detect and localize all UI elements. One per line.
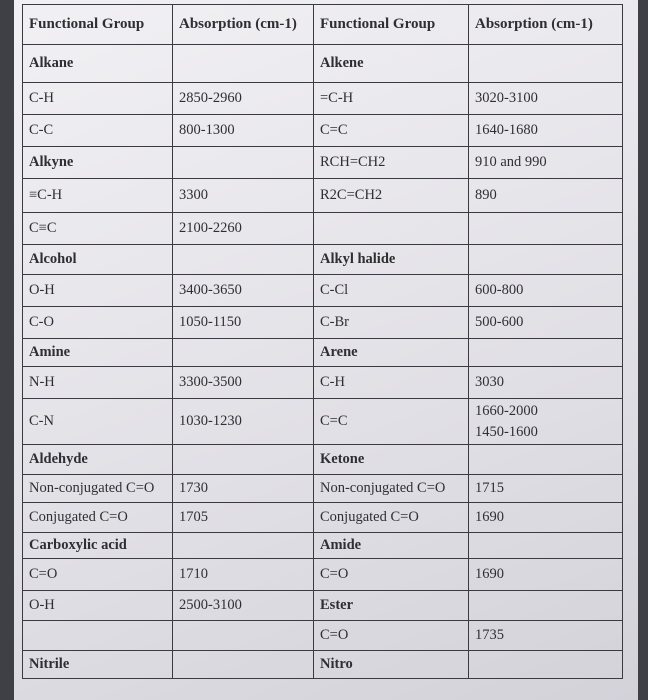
table-cell: 800-1300 [173, 115, 314, 147]
table-cell: Ester [314, 591, 469, 621]
table-cell: Carboxylic acid [23, 533, 173, 559]
table-cell [469, 651, 623, 679]
table-cell: 1030-1230 [173, 399, 314, 445]
ir-absorption-table [22, 4, 623, 679]
table-cell: Arene [314, 339, 469, 367]
table-cell: O-H [23, 591, 173, 621]
table-cell: 1050-1150 [173, 307, 314, 339]
table-cell: Nitrile [23, 651, 173, 679]
table-cell: 1690 [469, 503, 623, 533]
table-cell: 2850-2960 [173, 83, 314, 115]
table-row [23, 179, 623, 213]
table-cell: Aldehyde [23, 445, 173, 475]
table-cell: Ketone [314, 445, 469, 475]
table-cell: C≡C [23, 213, 173, 245]
table-row [23, 339, 623, 367]
table-cell [173, 147, 314, 179]
table-cell [469, 591, 623, 621]
table-cell: C-H [314, 367, 469, 399]
table-cell [469, 399, 623, 445]
table-cell: 3300 [173, 179, 314, 213]
stacked-value: 1450-1600 [475, 423, 538, 440]
table-cell [173, 45, 314, 83]
table-cell: C=C [314, 115, 469, 147]
table-cell [469, 445, 623, 475]
header-cell: Absorption (cm-1) [173, 5, 314, 45]
table-cell: Non-conjugated C=O [23, 475, 173, 503]
table-cell [469, 245, 623, 275]
table-cell: Alkyl halide [314, 245, 469, 275]
table-cell: C=O [23, 559, 173, 591]
table-cell: 1730 [173, 475, 314, 503]
table-cell: 1690 [469, 559, 623, 591]
table-row [23, 559, 623, 591]
table-cell [173, 651, 314, 679]
table-cell: C=O [314, 621, 469, 651]
table-cell: C-N [23, 399, 173, 445]
table-cell: Conjugated C=O [23, 503, 173, 533]
table-cell: R2C=CH2 [314, 179, 469, 213]
table-cell: 1710 [173, 559, 314, 591]
table-cell: 1715 [469, 475, 623, 503]
table-cell: C-Br [314, 307, 469, 339]
table-cell: 890 [469, 179, 623, 213]
table-row [23, 115, 623, 147]
table-row [23, 45, 623, 83]
table-row [23, 307, 623, 339]
table-body [23, 5, 623, 679]
table-cell: 2500-3100 [173, 591, 314, 621]
table-cell [23, 621, 173, 651]
table-cell: ≡C-H [23, 179, 173, 213]
table-cell: Alkane [23, 45, 173, 83]
table-paper [14, 0, 638, 700]
table-row [23, 213, 623, 245]
table-cell: 600-800 [469, 275, 623, 307]
table-cell: =C-H [314, 83, 469, 115]
table-cell: Amine [23, 339, 173, 367]
table-cell: Conjugated C=O [314, 503, 469, 533]
table-row [23, 621, 623, 651]
table-row [23, 147, 623, 179]
table-cell: 1640-1680 [469, 115, 623, 147]
table-cell: C-O [23, 307, 173, 339]
table-row [23, 503, 623, 533]
table-cell [173, 445, 314, 475]
table-cell: C=C [314, 399, 469, 445]
table-cell: 910 and 990 [469, 147, 623, 179]
header-row [23, 5, 623, 45]
table-row [23, 399, 623, 445]
table-row [23, 367, 623, 399]
table-row [23, 445, 623, 475]
table-row [23, 475, 623, 503]
table-cell [173, 245, 314, 275]
table-cell [469, 45, 623, 83]
header-cell: Functional Group [314, 5, 469, 45]
table-cell: 3020-3100 [469, 83, 623, 115]
table-row [23, 83, 623, 115]
table-cell: 3400-3650 [173, 275, 314, 307]
table-cell: Non-conjugated C=O [314, 475, 469, 503]
table-cell: RCH=CH2 [314, 147, 469, 179]
table-cell: Alkene [314, 45, 469, 83]
table-cell: Amide [314, 533, 469, 559]
table-cell [469, 213, 623, 245]
table-cell: C-H [23, 83, 173, 115]
table-row [23, 275, 623, 307]
table-row [23, 245, 623, 275]
table-cell: 3300-3500 [173, 367, 314, 399]
table-cell [314, 213, 469, 245]
stacked-value: 1660-2000 [475, 402, 538, 419]
table-cell: Nitro [314, 651, 469, 679]
table-cell [173, 533, 314, 559]
table-cell: 2100-2260 [173, 213, 314, 245]
table-cell: 500-600 [469, 307, 623, 339]
table-cell [173, 339, 314, 367]
table-cell: C=O [314, 559, 469, 591]
table-row [23, 591, 623, 621]
table-cell: Alcohol [23, 245, 173, 275]
table-row [23, 533, 623, 559]
table-cell [469, 339, 623, 367]
header-cell: Absorption (cm-1) [469, 5, 623, 45]
table-cell [173, 621, 314, 651]
table-row [23, 651, 623, 679]
table-cell: Alkyne [23, 147, 173, 179]
table-cell: C-C [23, 115, 173, 147]
table-cell: O-H [23, 275, 173, 307]
table-cell [469, 533, 623, 559]
table-cell: 1735 [469, 621, 623, 651]
table-cell: N-H [23, 367, 173, 399]
table-cell: 3030 [469, 367, 623, 399]
table-cell: C-Cl [314, 275, 469, 307]
header-cell: Functional Group [23, 5, 173, 45]
table-cell: 1705 [173, 503, 314, 533]
